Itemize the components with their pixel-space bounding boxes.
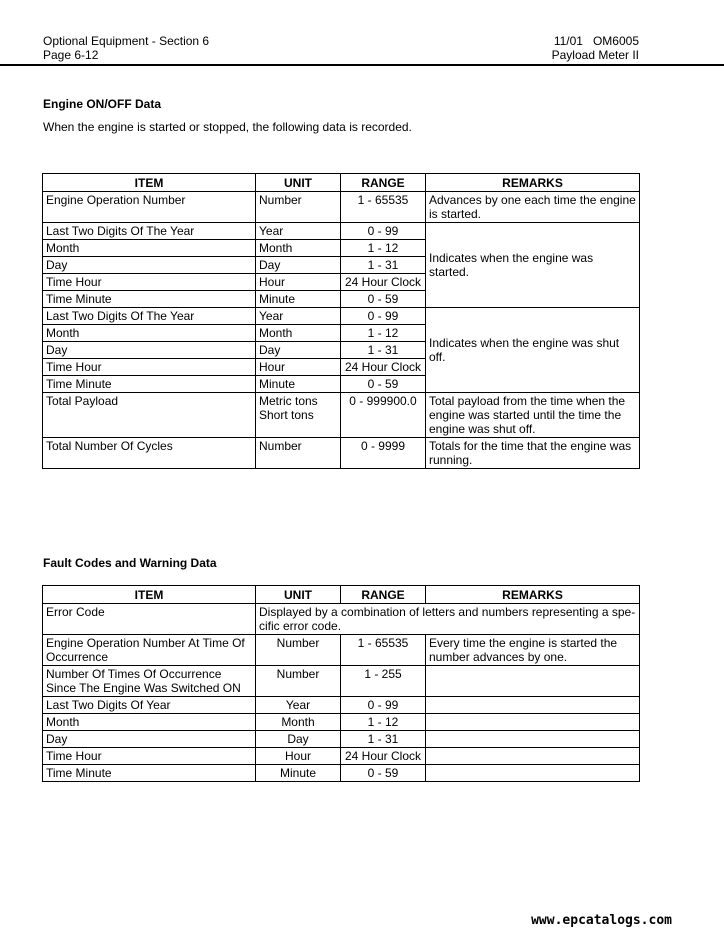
range-cell: 24 Hour Clock	[341, 274, 426, 291]
range-cell: 0 - 9999	[341, 438, 426, 469]
unit-cell: Hour	[256, 359, 341, 376]
column-header: RANGE	[341, 174, 426, 192]
unit-cell: Minute	[256, 291, 341, 308]
range-cell: 0 - 59	[341, 376, 426, 393]
range-cell: 0 - 99	[341, 308, 426, 325]
column-header: UNIT	[256, 174, 341, 192]
item-cell: Total Payload	[43, 393, 256, 438]
range-cell: 1 - 31	[341, 257, 426, 274]
item-cell: Time Minute	[43, 291, 256, 308]
unit-metric: Metric tons	[259, 394, 318, 408]
unit-cell: Year	[256, 308, 341, 325]
table-row	[43, 765, 640, 782]
remarks-cell	[426, 765, 640, 782]
range-cell: 0 - 99	[341, 223, 426, 240]
item-cell: Time Hour	[43, 274, 256, 291]
item-cell: Month	[43, 714, 256, 731]
table-row	[43, 223, 640, 240]
remarks-cell-started: Indicates when the engine was started.	[426, 223, 640, 308]
range-cell: 1 - 65535	[341, 635, 426, 666]
unit-cell: Month	[256, 714, 341, 731]
item-cell: Number Of Times Of Occurrence Since The Engine Was Switched ON	[43, 666, 256, 697]
fault-data-table	[42, 585, 640, 782]
item-cell: Time Minute	[43, 376, 256, 393]
range-cell: 1 - 12	[341, 240, 426, 257]
unit-cell: Year	[256, 223, 341, 240]
unit-cell: Month	[256, 325, 341, 342]
doc-subject: Payload Meter II	[551, 48, 639, 62]
engine-data-table	[42, 173, 640, 469]
remarks-cell: Advances by one each time the engine is started.	[426, 192, 640, 223]
table-row	[43, 308, 640, 325]
unit-cell: Hour	[256, 274, 341, 291]
range-cell: 1 - 12	[341, 325, 426, 342]
page-number: Page 6-12	[43, 48, 99, 62]
unit-cell: Number	[256, 438, 341, 469]
unit-cell: Number	[256, 635, 341, 666]
column-header: REMARKS	[426, 586, 640, 604]
unit-cell: Number	[256, 666, 341, 697]
item-cell: Engine Operation Number At Time Of Occurrence	[43, 635, 256, 666]
footer-watermark-url: www.epcatalogs.com	[531, 913, 672, 928]
unit-short: Short tons	[259, 408, 314, 422]
item-cell: Time Hour	[43, 359, 256, 376]
item-cell: Last Two Digits Of The Year	[43, 223, 256, 240]
table-row	[43, 393, 640, 438]
range-cell: 24 Hour Clock	[341, 748, 426, 765]
range-cell: 0 - 59	[341, 765, 426, 782]
range-cell: 1 - 31	[341, 342, 426, 359]
item-cell: Month	[43, 325, 256, 342]
remarks-cell-shutoff: Indicates when the engine was shut off.	[426, 308, 640, 393]
column-header: ITEM	[43, 174, 256, 192]
unit-cell	[256, 393, 341, 438]
item-cell: Time Minute	[43, 765, 256, 782]
range-cell: 1 - 31	[341, 731, 426, 748]
table-row	[43, 731, 640, 748]
item-cell: Last Two Digits Of The Year	[43, 308, 256, 325]
unit-cell: Year	[256, 697, 341, 714]
header-rule	[0, 64, 724, 66]
unit-cell: Number	[256, 192, 341, 223]
section-label: Optional Equipment - Section 6	[43, 34, 210, 48]
table-row	[43, 748, 640, 765]
unit-cell: Day	[256, 342, 341, 359]
table-row	[43, 666, 640, 697]
item-cell: Month	[43, 240, 256, 257]
item-cell: Day	[43, 731, 256, 748]
table-row	[43, 438, 640, 469]
item-cell: Last Two Digits Of Year	[43, 697, 256, 714]
range-cell: 0 - 99	[341, 697, 426, 714]
table-row	[43, 192, 640, 223]
table-row	[43, 604, 640, 635]
remarks-cell: Total payload from the time when the engine was started until the time the engine was shut off.	[426, 393, 640, 438]
range-cell: 1 - 255	[341, 666, 426, 697]
unit-cell: Day	[256, 731, 341, 748]
fault-section-title: Fault Codes and Warning Data	[43, 556, 217, 570]
column-header: REMARKS	[426, 174, 640, 192]
item-cell: Engine Operation Number	[43, 192, 256, 223]
item-cell: Total Number Of Cycles	[43, 438, 256, 469]
column-header: ITEM	[43, 586, 256, 604]
unit-cell: Hour	[256, 748, 341, 765]
table-row	[43, 697, 640, 714]
table-row	[43, 635, 640, 666]
remarks-cell: Totals for the time that the engine was running.	[426, 438, 640, 469]
range-cell: 1 - 65535	[341, 192, 426, 223]
error-code-description: Displayed by a combination of letters and numbers representing a spe-cific error code.	[256, 604, 640, 635]
table-row	[43, 714, 640, 731]
item-cell: Error Code	[43, 604, 256, 635]
column-header: UNIT	[256, 586, 341, 604]
remarks-cell	[426, 666, 640, 697]
engine-section-intro: When the engine is started or stopped, the following data is recorded.	[43, 120, 412, 134]
range-cell: 24 Hour Clock	[341, 359, 426, 376]
column-header: RANGE	[341, 586, 426, 604]
remarks-cell: Every time the engine is started the number advances by one.	[426, 635, 640, 666]
range-cell: 0 - 999900.0	[341, 393, 426, 438]
remarks-cell	[426, 714, 640, 731]
unit-cell: Day	[256, 257, 341, 274]
range-cell: 0 - 59	[341, 291, 426, 308]
item-cell: Day	[43, 257, 256, 274]
item-cell: Day	[43, 342, 256, 359]
remarks-cell	[426, 731, 640, 748]
range-cell: 1 - 12	[341, 714, 426, 731]
table-header-row	[43, 586, 640, 604]
doc-date-code: 11/01 OM6005	[553, 34, 639, 48]
unit-cell: Minute	[256, 376, 341, 393]
engine-section-title: Engine ON/OFF Data	[43, 97, 162, 111]
remarks-cell	[426, 697, 640, 714]
unit-cell: Minute	[256, 765, 341, 782]
unit-cell: Month	[256, 240, 341, 257]
table-header-row	[43, 174, 640, 192]
remarks-cell	[426, 748, 640, 765]
page-header-right	[552, 34, 639, 62]
page-header-left	[43, 34, 209, 62]
item-cell: Time Hour	[43, 748, 256, 765]
